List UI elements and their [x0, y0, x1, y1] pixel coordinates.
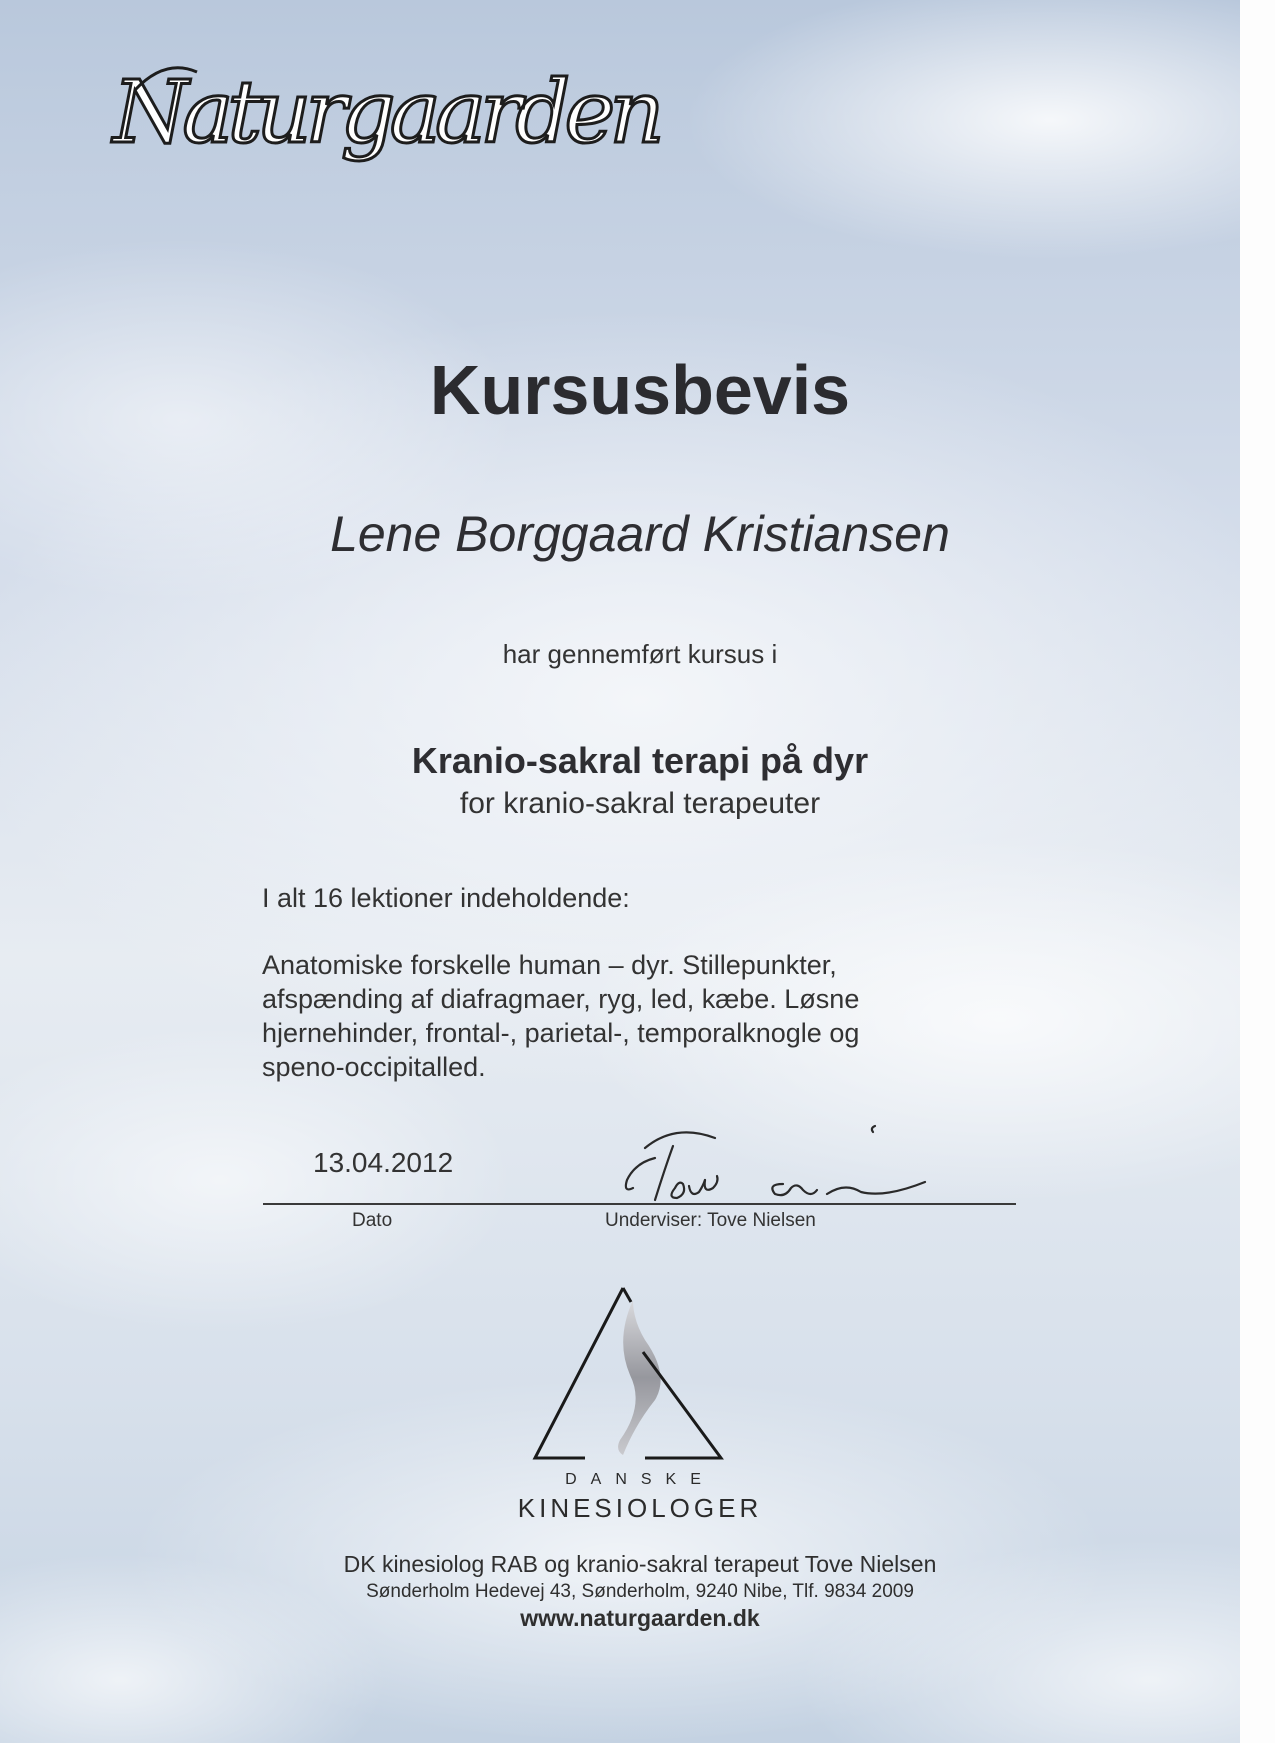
date-value: 13.04.2012: [313, 1147, 454, 1178]
date-label: Dato: [352, 1210, 393, 1231]
content-line: speno-occipitalled.: [262, 1052, 486, 1082]
course-name: Kranio-sakral terapi på dyr: [411, 740, 869, 781]
content-line: afspænding af diafragmaer, ryg, led, kæbe. Løsne: [262, 984, 860, 1014]
course-content: [262, 948, 982, 1084]
certificate-title: Kursusbevis: [429, 351, 851, 429]
footer-website: www.naturgaarden.dk: [520, 1605, 760, 1631]
footer-line-1: DK kinesiolog RAB og kranio-sakral terapeut Tove Nielsen: [343, 1551, 937, 1577]
svg-text:Naturgaarden: Naturgaarden: [113, 63, 659, 163]
danske-kinesiologer-logo: [525, 1280, 735, 1475]
handwritten-signature: [615, 1118, 945, 1208]
lessons-text: I alt 16 lektioner indeholdende:: [262, 883, 630, 913]
teacher-label: Underviser: Tove Nielsen: [605, 1210, 816, 1231]
naturgaarden-logo: [105, 50, 665, 180]
association-line-1: DANSKE: [565, 1471, 715, 1488]
content-line: Anatomiske forskelle human – dyr. Stillepunkter,: [262, 950, 837, 980]
course-subtitle: for kranio-sakral terapeuter: [459, 787, 821, 820]
page-margin: [1240, 0, 1275, 1743]
content-line: hjernehinder, frontal-, parietal-, temporalknogle og: [262, 1018, 860, 1048]
footer-address: Sønderholm Hedevej 43, Sønderholm, 9240 Nibe, Tlf. 9834 2009: [366, 1581, 914, 1602]
completed-text: har gennemført kursus i: [502, 639, 778, 669]
association-line-2: KINESIOLOGER: [517, 1493, 763, 1523]
signature-line: [263, 1203, 1016, 1205]
recipient-name: Lene Borggaard Kristiansen: [330, 506, 950, 562]
